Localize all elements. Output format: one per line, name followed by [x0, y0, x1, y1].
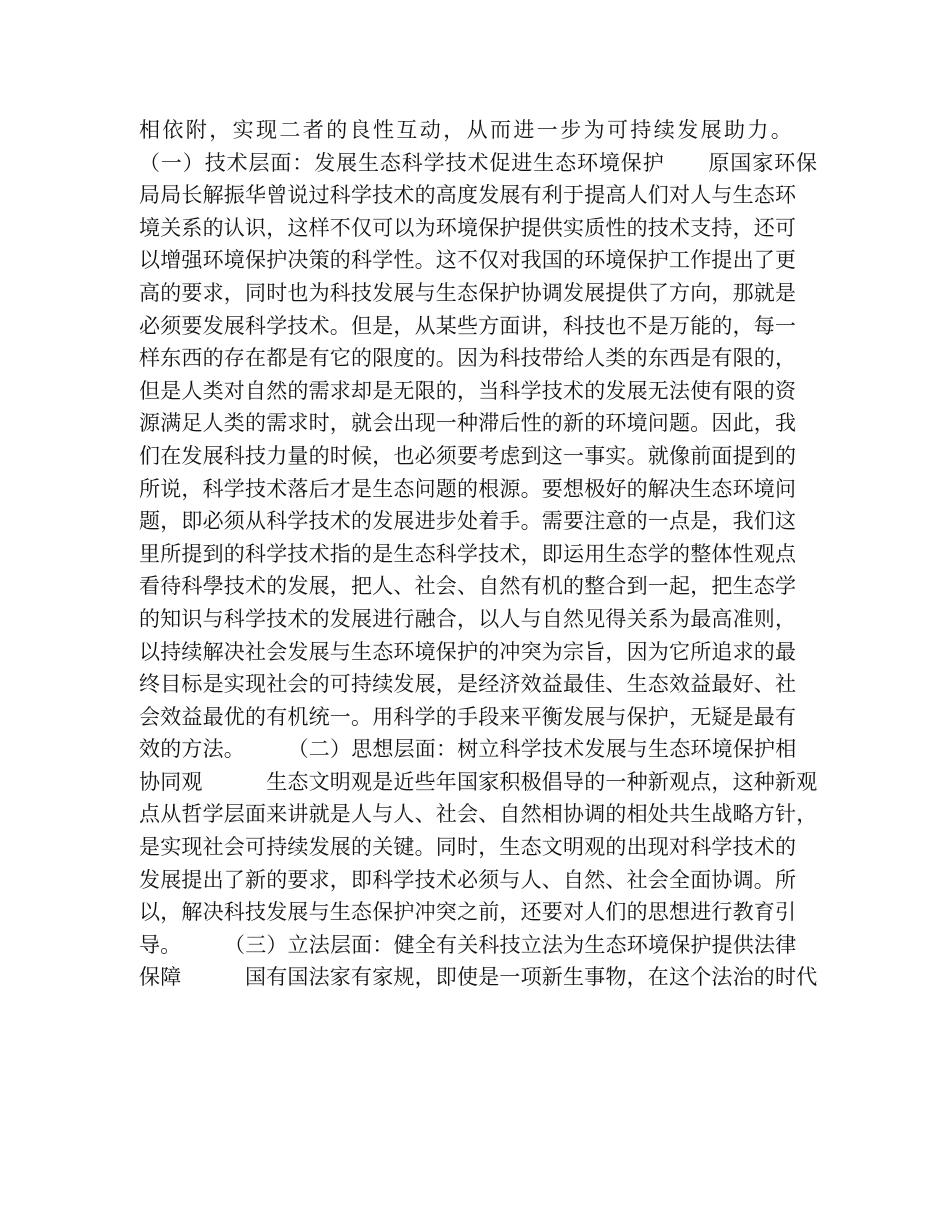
text-line: 样东西的存在都是有它的限度的。因为科技带给人类的东西是有限的， — [139, 346, 797, 371]
text-line: 相依附，实现二者的良性互动，从而进一步为可持续发展助力。 — [139, 118, 795, 142]
text-line: 们在发展科技力量的时候，也必须要考虑到这一事实。就像前面提到的 — [139, 443, 797, 468]
text-line: 的知识与科学技术的发展进行融合，以人与自然见得关系为最高准则， — [139, 606, 797, 631]
text-line: 发展提出了新的要求，即科学技术必须与人、自然、社会全面协调。所 — [139, 867, 797, 892]
text-line: （一）技术层面：发展生态科学技术促进生态环境保护 原国家环保 — [139, 150, 818, 175]
text-line: 点从哲学层面来讲就是人与人、社会、自然相协调的相处共生战略方针， — [139, 802, 818, 827]
text-line: 境关系的认识，这样不仅可以为环境保护提供实质性的技术支持，还可 — [139, 215, 797, 240]
text-line: 导。 （三）立法层面：健全有关科技立法为生态环境保护提供法律 — [139, 932, 797, 957]
text-line: 是实现社会可持续发展的关键。同时，生态文明观的出现对科学技术的 — [139, 835, 797, 860]
text-line: 高的要求，同时也为科技发展与生态保护协调发展提供了方向，那就是 — [139, 280, 797, 305]
text-line: 以增强环境保护决策的科学性。这不仅对我国的环境保护工作提出了更 — [139, 248, 797, 273]
text-line: 所说，科学技术落后才是生态问题的根源。要想极好的解决生态环境问 — [139, 476, 797, 501]
body-text — [139, 114, 819, 994]
text-line: 局局长解振华曾说过科学技术的高度发展有利于提高人们对人与生态环 — [139, 183, 797, 208]
text-line: 协同观 生态文明观是近些年国家积极倡导的一种新观点，这种新观 — [139, 769, 818, 794]
text-line: 效的方法。 （二）思想层面：树立科学技术发展与生态环境保护相 — [139, 737, 797, 762]
text-line: 以，解决科技发展与生态保护冲突之前，还要对人们的思想进行教育引 — [139, 900, 797, 925]
text-line: 里所提到的科学技术指的是生态科学技术，即运用生态学的整体性观点 — [139, 541, 797, 566]
text-line: 以持续解决社会发展与生态环境保护的冲突为宗旨，因为它所追求的最 — [139, 639, 797, 664]
text-line: 看待科學技术的发展，把人、社会、自然有机的整合到一起，把生态学 — [139, 574, 797, 599]
text-line: 保障 国有国法家有家规，即使是一项新生事物，在这个法治的时代 — [139, 965, 818, 990]
text-line: 源满足人类的需求时，就会出现一种滞后性的新的环境问题。因此，我 — [139, 411, 797, 436]
text-line: 终目标是实现社会的可持续发展，是经济效益最佳、生态效益最好、社 — [139, 672, 797, 697]
text-line: 会效益最优的有机统一。用科学的手段来平衡发展与保护，无疑是最有 — [139, 704, 797, 729]
text-line: 但是人类对自然的需求却是无限的，当科学技术的发展无法使有限的资 — [139, 378, 797, 403]
text-line: 必须要发展科学技术。但是，从某些方面讲，科技也不是万能的，每一 — [139, 313, 797, 338]
text-line: 题，即必须从科学技术的发展进步处着手。需要注意的一点是，我们这 — [139, 509, 797, 534]
